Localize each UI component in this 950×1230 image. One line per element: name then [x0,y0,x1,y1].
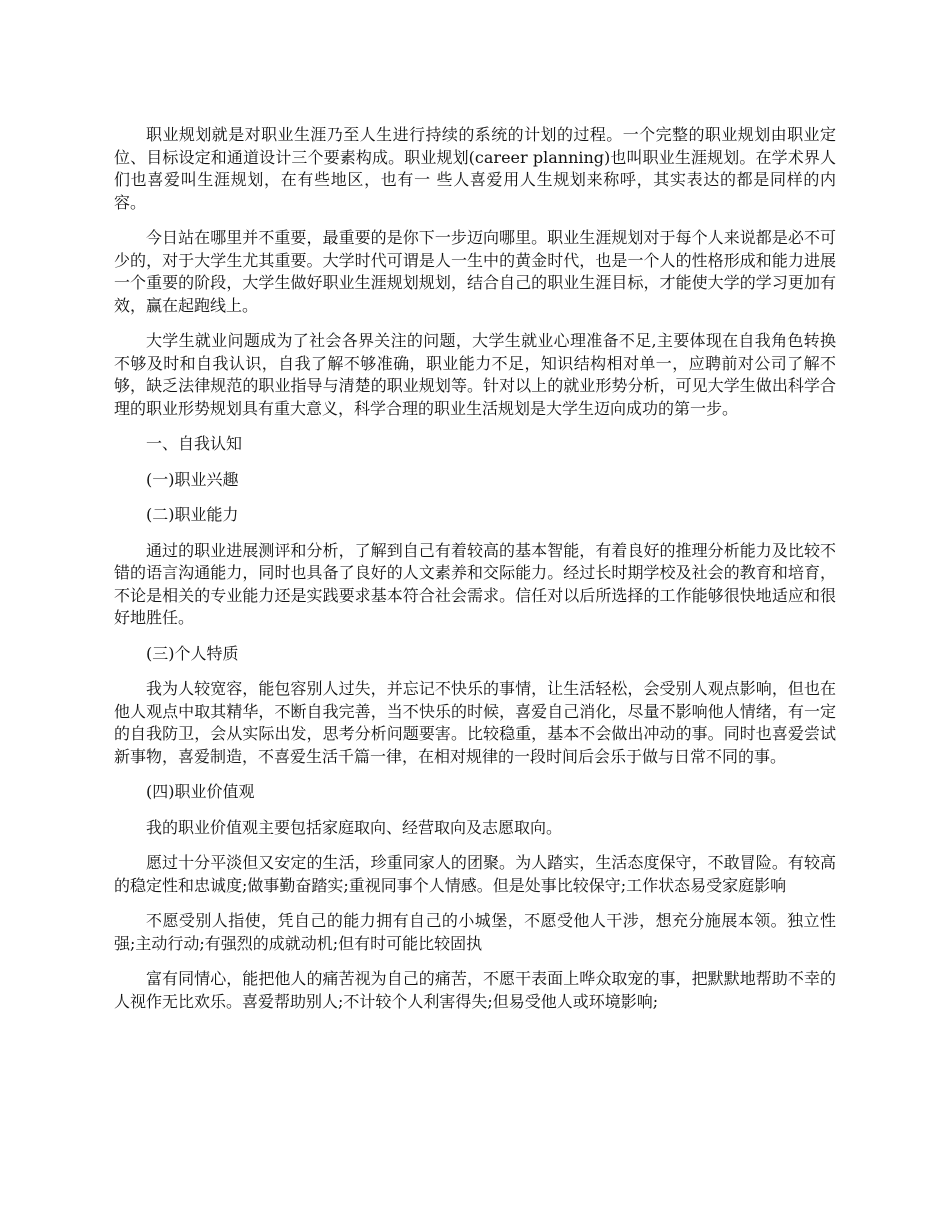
paragraph-values-summary: 我的职业价值观主要包括家庭取向、经营取向及志愿取向。 [146,817,563,837]
paragraph-traits: 我为人较宽容，能包容别人过失，并忘记不快乐的事情，让生活轻松，会受别人观点影响，但也在他人观点中取其精华，不断自我完善，当不快乐的时候，喜爱自己消化，尽量不影响他人情绪，有一定的自我防卫，会从实际出发，思考分析问题要害。比较稳重，基本不会做出冲动的事。同时也喜爱尝试新事物，喜爱制造，不喜爱生活千篇一律，在相对规律的一段时间后会乐于做与日常不同的事。 [114,679,836,766]
paragraph-importance: 今日站在哪里并不重要，最重要的是你下一步迈向哪里。职业生涯规划对于每个人来说都是必不可少的，对于大学生尤其重要。大学时代可谓是人一生中的黄金时代，也是一个人的性格形成和能力进展一个重要的阶段，大学生做好职业生涯规划规划，结合自己的职业生涯目标，才能使大学的学习更加有效，赢在起跑线上。 [114,228,836,315]
subheading-career-ability: (二)职业能力 [146,505,239,524]
subheading-personal-traits: (三)个人特质 [146,643,239,663]
paragraph-intro: 职业规划就是对职业生涯乃至人生进行持续的系统的计划的过程。一个完整的职业规划由职业定位、目标设定和通道设计三个要素构成。职业规划(career planning)也叫职业生涯规划。在学术界人们也喜爱叫生涯规划，在有些地区，也有一 些人喜爱用人生规划来称呼，其实表达的都是同样的内容。 [114,125,836,212]
paragraph-employment: 大学生就业问题成为了社会各界关注的问题，大学生就业心理准备不足,主要体现在自我角色转换不够及时和自我认识，自我了解不够准确，职业能力不足，知识结构相对单一，应聘前对公司了解不够，缺乏法律规范的职业指导与清楚的职业规划等。针对以上的就业形势分析，可见大学生做出科学合理的职业形势规划具有重大意义，科学合理的职业生活规划是大学生迈向成功的第一步。 [114,331,836,418]
subheading-career-interest: (一)职业兴趣 [146,469,239,489]
paragraph-volunteer-orientation: 富有同情心，能把他人的痛苦视为自己的痛苦，不愿干表面上哗众取宠的事，把默默地帮助不幸的人视作无比欢乐。喜爱帮助别人;不计较个人利害得失;但易受他人或环境影响; [114,969,836,1011]
paragraph-business-orientation: 不愿受别人指使，凭自己的能力拥有自己的小城堡，不愿受他人干涉，想充分施展本领。独立性强;主动行动;有强烈的成就动机;但有时可能比较固执 [114,911,836,953]
subheading-career-values: (四)职业价值观 [146,782,255,801]
paragraph-family-orientation: 愿过十分平淡但又安定的生活，珍重同家人的团聚。为人踏实，生活态度保守，不敢冒险。有较高的稳定性和忠诚度;做事勤奋踏实;重视同事个人情感。但是处事比较保守;工作状态易受家庭影响 [114,853,836,895]
document-body [114,124,836,1026]
section-heading-self-awareness: 一、自我认知 [146,434,243,453]
paragraph-ability: 通过的职业进展测评和分析，了解到自己有着较高的基本智能，有着良好的推理分析能力及比较不错的语言沟通能力，同时也具备了良好的人文素养和交际能力。经过长时期学校及社会的教育和培育，不论是相关的专业能力还是实践要求基本符合社会需求。信任对以后所选择的工作能够很快地适应和很好地胜任。 [114,540,836,627]
